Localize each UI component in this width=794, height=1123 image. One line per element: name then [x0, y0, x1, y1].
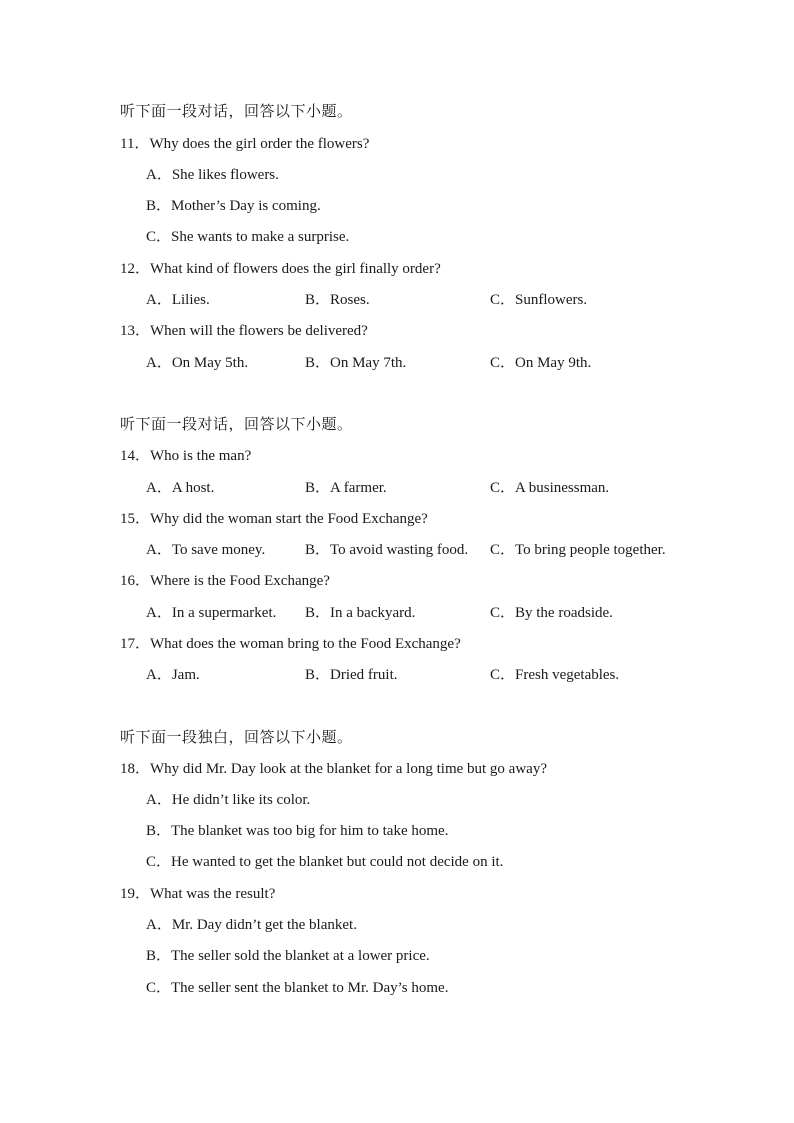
section-instruction: 听下面一段对话，回答以下小题。: [120, 104, 353, 120]
q15-option-b: B．To avoid wasting food.: [305, 542, 469, 558]
q12-option-b: B．Roses.: [305, 292, 370, 308]
q12-option-a: A．Lilies.: [146, 292, 210, 308]
question-18: 18．Why did Mr. Day look at the blanket for a long time but go away?: [120, 761, 547, 777]
q17-option-a: A．Jam.: [146, 667, 200, 683]
q18-option-c: C．He wanted to get the blanket but could not decide on it.: [146, 854, 504, 870]
question-19: 19．What was the result?: [120, 886, 276, 902]
question-14: 14．Who is the man?: [120, 448, 252, 464]
question-12: 12．What kind of flowers does the girl finally order?: [120, 261, 441, 277]
q14-option-b: B．A farmer.: [305, 480, 387, 496]
q16-option-c: C．By the roadside.: [490, 605, 613, 621]
q14-option-c: C．A businessman.: [490, 480, 610, 496]
q19-option-b: B．The seller sold the blanket at a lower price.: [146, 948, 430, 964]
q13-option-c: C．On May 9th.: [490, 355, 592, 371]
q13-option-a: A．On May 5th.: [146, 355, 249, 371]
q11-option-b: B．Mother’s Day is coming.: [146, 198, 321, 214]
q19-option-c: C．The seller sent the blanket to Mr. Day’s home.: [146, 980, 449, 996]
question-15: 15．Why did the woman start the Food Exchange?: [120, 511, 428, 527]
q18-option-a: A．He didn’t like its color.: [146, 792, 311, 808]
q16-option-a: A．In a supermarket.: [146, 605, 277, 621]
q15-option-a: A．To save money.: [146, 542, 266, 558]
section-instruction: 听下面一段对话，回答以下小题。: [120, 417, 353, 433]
q11-option-c: C．She wants to make a surprise.: [146, 229, 350, 245]
q11-option-a: A．She likes flowers.: [146, 167, 279, 183]
q14-option-a: A．A host.: [146, 480, 215, 496]
q19-option-a: A．Mr. Day didn’t get the blanket.: [146, 917, 357, 933]
q16-option-b: B．In a backyard.: [305, 605, 416, 621]
section-instruction: 听下面一段独白，回答以下小题。: [120, 730, 353, 746]
question-16: 16．Where is the Food Exchange?: [120, 573, 330, 589]
q13-option-b: B．On May 7th.: [305, 355, 407, 371]
q17-option-b: B．Dried fruit.: [305, 667, 398, 683]
q12-option-c: C．Sunflowers.: [490, 292, 588, 308]
q15-option-c: C．To bring people together.: [490, 542, 666, 558]
q18-option-b: B．The blanket was too big for him to take home.: [146, 823, 449, 839]
question-13: 13．When will the flowers be delivered?: [120, 323, 368, 339]
question-11: 11．Why does the girl order the flowers?: [120, 136, 370, 152]
q17-option-c: C．Fresh vegetables.: [490, 667, 620, 683]
question-17: 17．What does the woman bring to the Food Exchange?: [120, 636, 461, 652]
